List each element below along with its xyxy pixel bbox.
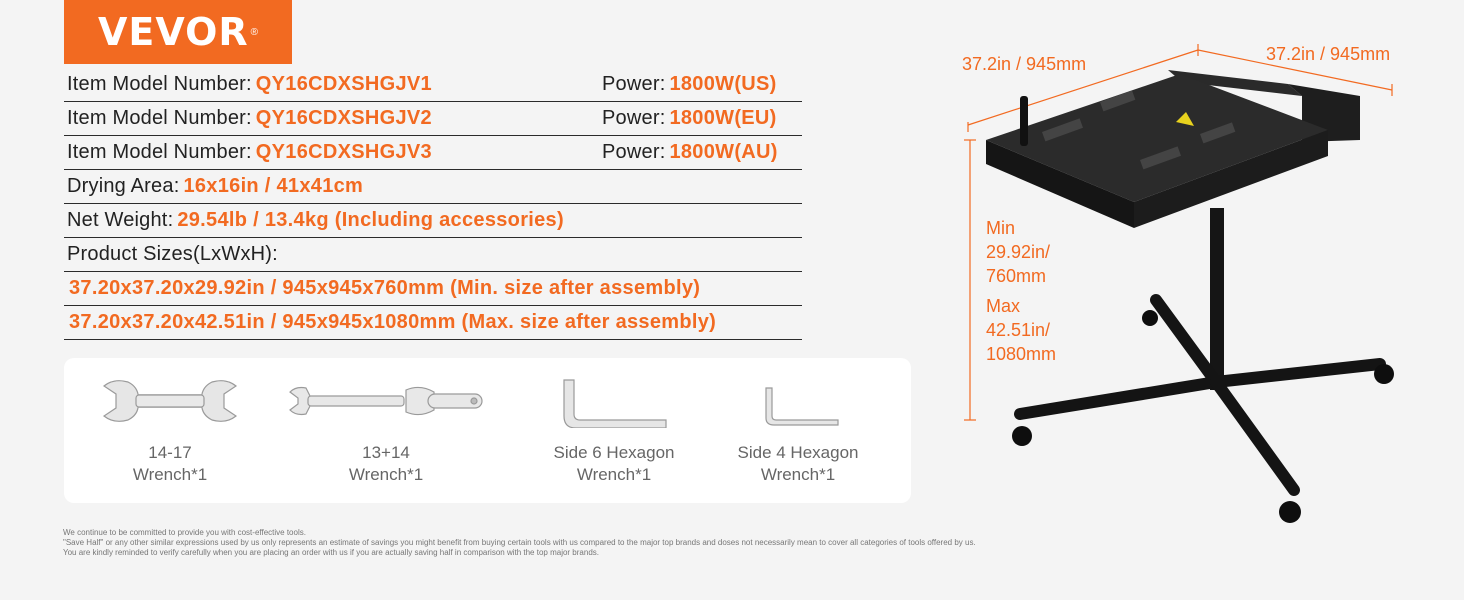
spanner-wrench-icon	[288, 374, 484, 428]
accessory-item	[534, 374, 694, 486]
caster-wheels	[1012, 310, 1394, 523]
accessory-name: 14-17	[148, 443, 192, 462]
width-dimension-right: 37.2in / 945mm	[1266, 44, 1391, 64]
spec-value: QY16CDXSHGJV1	[255, 73, 432, 95]
accessory-qty: Wrench*1	[348, 465, 424, 484]
spec-row-max-size	[64, 306, 802, 340]
dryer-panel	[986, 74, 1328, 228]
spec-value: 29.54lb / 13.4kg (Including accessories)	[177, 209, 564, 231]
spec-row-drying-area	[64, 170, 802, 204]
spec-label: Product Sizes(LxWxH):	[67, 243, 278, 265]
hex-key-large-icon	[554, 374, 674, 428]
max-label: Max	[986, 296, 1021, 316]
min-height-dimension	[986, 216, 1050, 288]
registered-mark: ®	[250, 26, 259, 38]
spec-value: 37.20x37.20x42.51in / 945x945x1080mm (Max. size after assembly)	[69, 311, 717, 333]
spec-row-net-weight	[64, 204, 802, 238]
accessory-item	[718, 374, 878, 486]
accessory-qty: Wrench*1	[760, 465, 836, 484]
spec-row-model-3	[64, 136, 802, 170]
spec-row-model-2	[64, 102, 802, 136]
spec-label: Item Model Number:	[67, 141, 252, 163]
max-inches: 42.51in/	[986, 320, 1051, 340]
footnote-line: We continue to be committed to provide you with cost-effective tools.	[63, 528, 306, 537]
accessory-qty: Wrench*1	[576, 465, 652, 484]
stand-base	[1020, 300, 1380, 490]
spec-label: Net Weight:	[67, 209, 174, 231]
spec-value: QY16CDXSHGJV3	[255, 141, 432, 163]
power-label: Power:	[602, 107, 666, 129]
min-inches: 29.92in/	[986, 242, 1051, 262]
brand-name: VEVOR	[97, 10, 249, 54]
accessory-name: Side 4 Hexagon	[737, 443, 859, 462]
spec-value: 16x16in / 41x41cm	[183, 175, 364, 197]
accessory-name: Side 6 Hexagon	[553, 443, 675, 462]
spec-row-model-1	[64, 68, 802, 102]
min-mm: 760mm	[986, 266, 1047, 286]
accessory-item	[92, 374, 248, 486]
footnote-line: "Save Half" or any other similar expressions used by us only represents an estimate of savings you might benefit from buying certain tools with us compared to the major top brands and doses not necessarily mean to cover all categories of tools offered by us.	[63, 538, 976, 547]
min-label: Min	[986, 218, 1016, 238]
power-label: Power:	[602, 73, 666, 95]
spec-label: Drying Area:	[67, 175, 180, 197]
double-open-end-wrench-icon	[100, 374, 240, 428]
accessory-qty: Wrench*1	[132, 465, 208, 484]
accessories-panel	[64, 358, 911, 503]
spec-value: QY16CDXSHGJV2	[255, 107, 432, 129]
power-value: 1800W(US)	[669, 73, 777, 95]
spec-row-product-sizes	[64, 238, 802, 272]
power-value: 1800W(EU)	[669, 107, 777, 129]
spec-table	[64, 68, 802, 340]
spec-value: 37.20x37.20x29.92in / 945x945x760mm (Min. size after assembly)	[69, 277, 701, 299]
stand-pole	[1210, 208, 1224, 390]
power-value: 1800W(AU)	[669, 141, 778, 163]
brand-logo	[64, 0, 292, 64]
accessory-name: 13+14	[362, 443, 410, 462]
power-label: Power:	[602, 141, 666, 163]
max-mm: 1080mm	[986, 344, 1057, 364]
hex-key-small-icon	[748, 374, 848, 428]
max-height-dimension	[986, 294, 1056, 366]
width-dimension-left: 37.2in / 945mm	[962, 54, 1087, 74]
dryer-stand-illustration	[950, 30, 1450, 550]
spec-label: Item Model Number:	[67, 107, 252, 129]
footnote-line: You are kindly reminded to verify carefully when you are placing an order with us if you are actually saving half in comparison with the top major brands.	[63, 548, 599, 557]
accessory-item	[286, 374, 486, 486]
spec-label: Item Model Number:	[67, 73, 252, 95]
spec-row-min-size	[64, 272, 802, 306]
